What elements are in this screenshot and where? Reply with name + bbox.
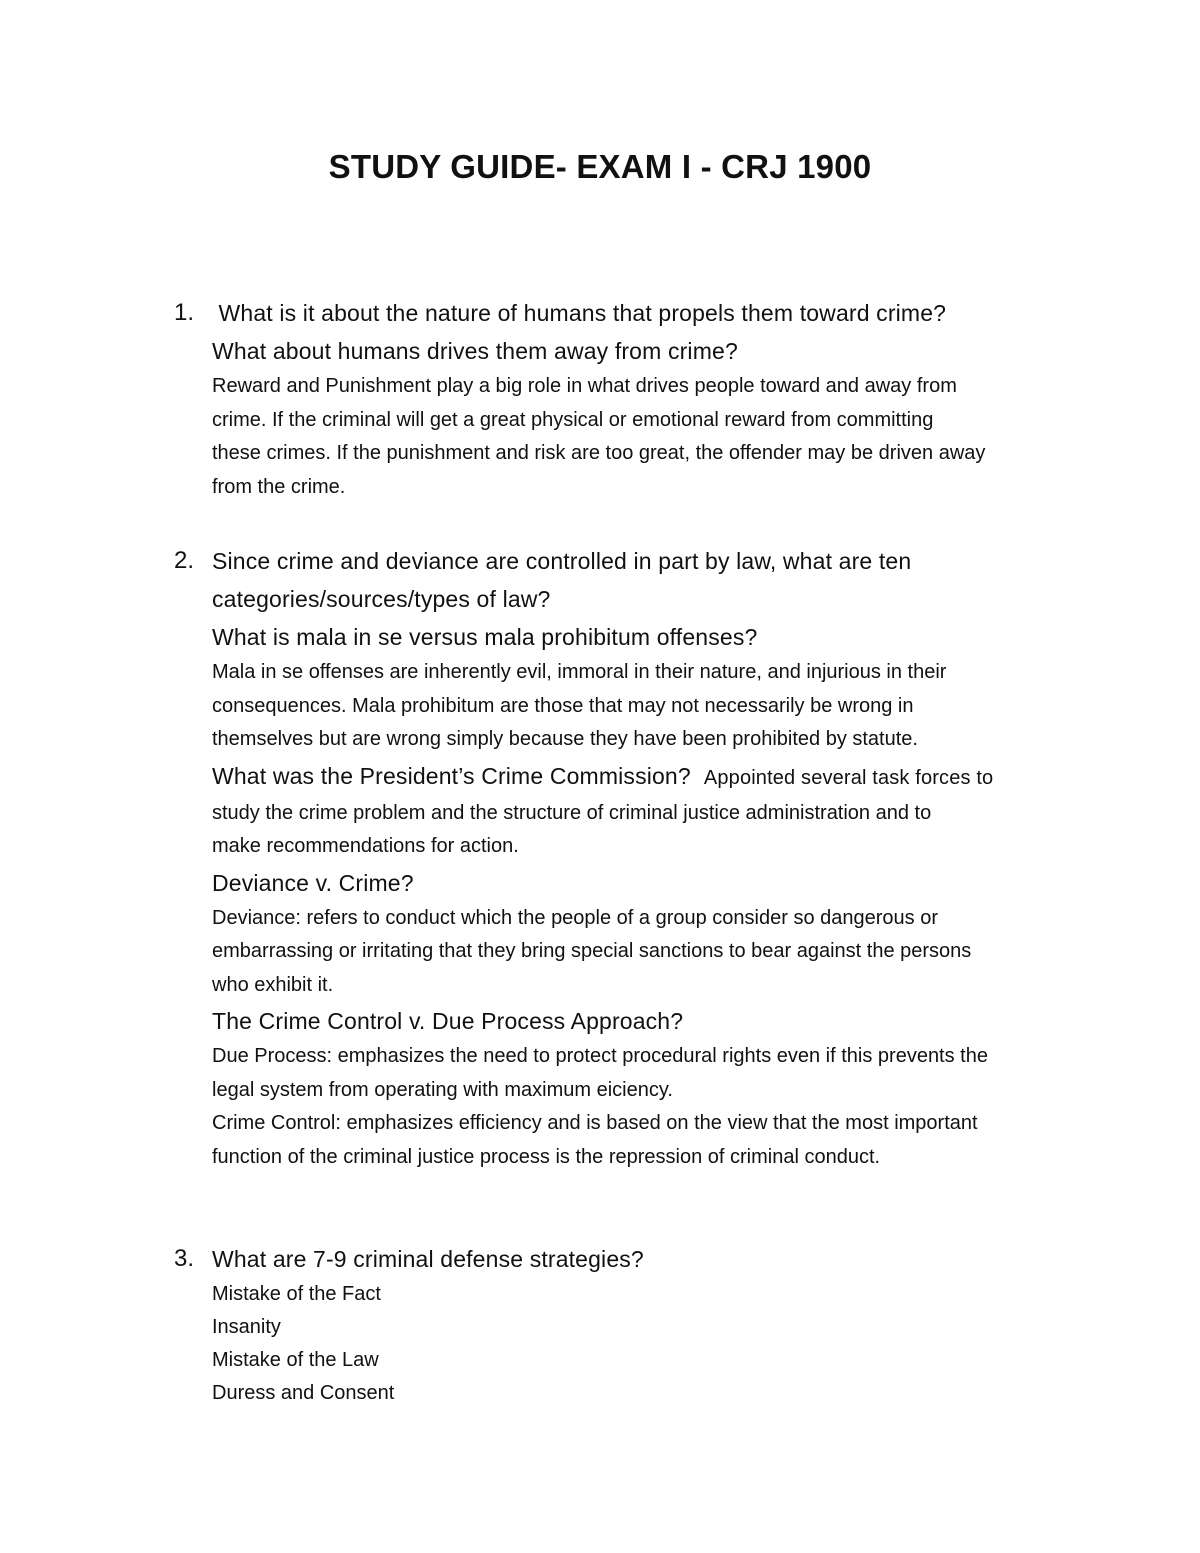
question-body <box>212 1240 1072 1410</box>
question-line: categories/sources/types of law? <box>212 586 551 612</box>
page-title: STUDY GUIDE- EXAM I - CRJ 1900 <box>328 148 872 185</box>
commission-answer-inline: Appointed several task forces to <box>703 766 994 789</box>
answer-line: embarrassing or irritating that they bring special sanctions to bear against the persons <box>212 940 972 962</box>
question-number: 1. <box>174 299 195 326</box>
list-item: Mistake of the Law <box>212 1349 379 1371</box>
deviance-question: Deviance v. Crime? <box>212 869 414 896</box>
answer-line: study the crime problem and the structure of criminal justice administration and to <box>212 801 932 824</box>
answer-line: these crimes. If the punishment and risk are too great, the offender may be driven away <box>212 442 986 464</box>
question-line: Since crime and deviance are controlled in part by law, what are ten <box>212 548 912 574</box>
answer-line: consequences. Mala prohibitum are those that may not necessarily be wrong in <box>212 694 914 717</box>
answer-line: Mala in se offenses are inherently evil, immoral in their nature, and injurious in their <box>212 661 947 683</box>
question-line: What about humans drives them away from crime? <box>212 338 738 364</box>
answer-line: from the crime. <box>212 475 346 498</box>
answer-line: who exhibit it. <box>212 973 334 996</box>
answer-line: themselves but are wrong simply because they have been prohibited by statute. <box>212 728 918 750</box>
approach-question: The Crime Control v. Due Process Approach? <box>212 1008 684 1034</box>
answer-line: Due Process: emphasizes the need to protect procedural rights even if this prevents the <box>212 1045 988 1067</box>
answer-line: legal system from operating with maximum eiciency. <box>212 1078 673 1101</box>
answer-line: make recommendations for action. <box>212 835 519 857</box>
commission-question-line <box>212 757 1072 797</box>
list-item: Mistake of the Fact <box>212 1283 381 1305</box>
question-body <box>212 294 1072 504</box>
question-line: What are 7-9 criminal defense strategies? <box>212 1246 644 1272</box>
answer-line: Crime Control: emphasizes efficiency and is based on the view that the most important <box>212 1112 978 1134</box>
list-item: Duress and Consent <box>212 1382 395 1404</box>
question-line: What is mala in se versus mala prohibitum offenses? <box>212 624 758 650</box>
question-number: 2. <box>174 547 195 574</box>
question-body <box>212 542 1072 1174</box>
answer-line: crime. If the criminal will get a great physical or emotional reward from committing <box>212 408 934 431</box>
answer-line: Deviance: refers to conduct which the people of a group consider so dangerous or <box>212 906 938 929</box>
answer-line: function of the criminal justice process is the repression of criminal conduct. <box>212 1145 881 1168</box>
commission-question: What was the President’s Crime Commission? <box>212 762 691 789</box>
question-number: 3. <box>174 1245 195 1272</box>
answer-line: Reward and Punishment play a big role in what drives people toward and away from <box>212 375 957 397</box>
list-item: Insanity <box>212 1316 281 1338</box>
question-line: What is it about the nature of humans that propels them toward crime? <box>212 300 947 326</box>
